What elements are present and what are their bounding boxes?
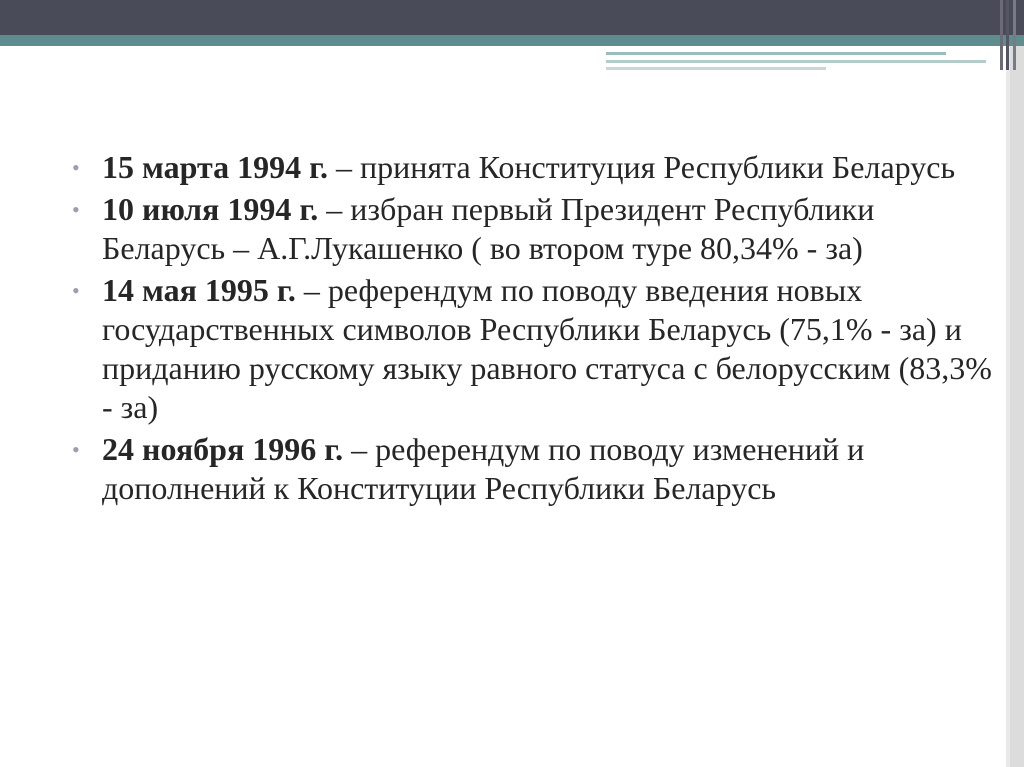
header-bar [0,0,1024,35]
slide-content-list [72,148,992,511]
item-date: 24 ноября 1996 г. [102,431,344,467]
decorative-stripe [606,52,946,55]
item-date: 14 мая 1995 г. [102,272,296,308]
decorative-stripe [606,67,826,70]
bullet-icon: • [72,155,80,180]
bullet-icon: • [72,197,80,222]
item-text: – принята Конституция Республики Беларусь [327,149,956,185]
list-item-1996-referendum [72,430,992,508]
item-text: – референдум по поводу изменений и дополнений к Конституции Республики Беларусь [102,431,865,506]
list-item-1994-president [72,190,992,268]
list-item-1994-constitution [72,148,992,187]
item-text: – референдум по поводу введения новых государственных символов Республики Беларусь (75,1% - за) и приданию русскому языку равного статуса с белорусским (83,3% - за) [102,272,992,425]
decorative-vertical-bar [1000,0,1003,70]
list-item-1995-referendum [72,271,992,427]
item-date: 10 июля 1994 г. [102,191,319,227]
decorative-vertical-bar [1013,0,1016,70]
bullet-icon: • [72,278,80,303]
decorative-stripe [606,60,986,63]
item-text: – избран первый Президент Республики Беларусь – А.Г.Лукашенко ( во втором туре 80,34% - за) [102,191,875,266]
header-accent-bar [0,35,1024,46]
item-date: 15 марта 1994 г. [102,149,328,185]
bullet-icon: • [72,437,80,462]
decorative-vertical-bar [1006,0,1009,70]
page-edge [1010,46,1024,767]
